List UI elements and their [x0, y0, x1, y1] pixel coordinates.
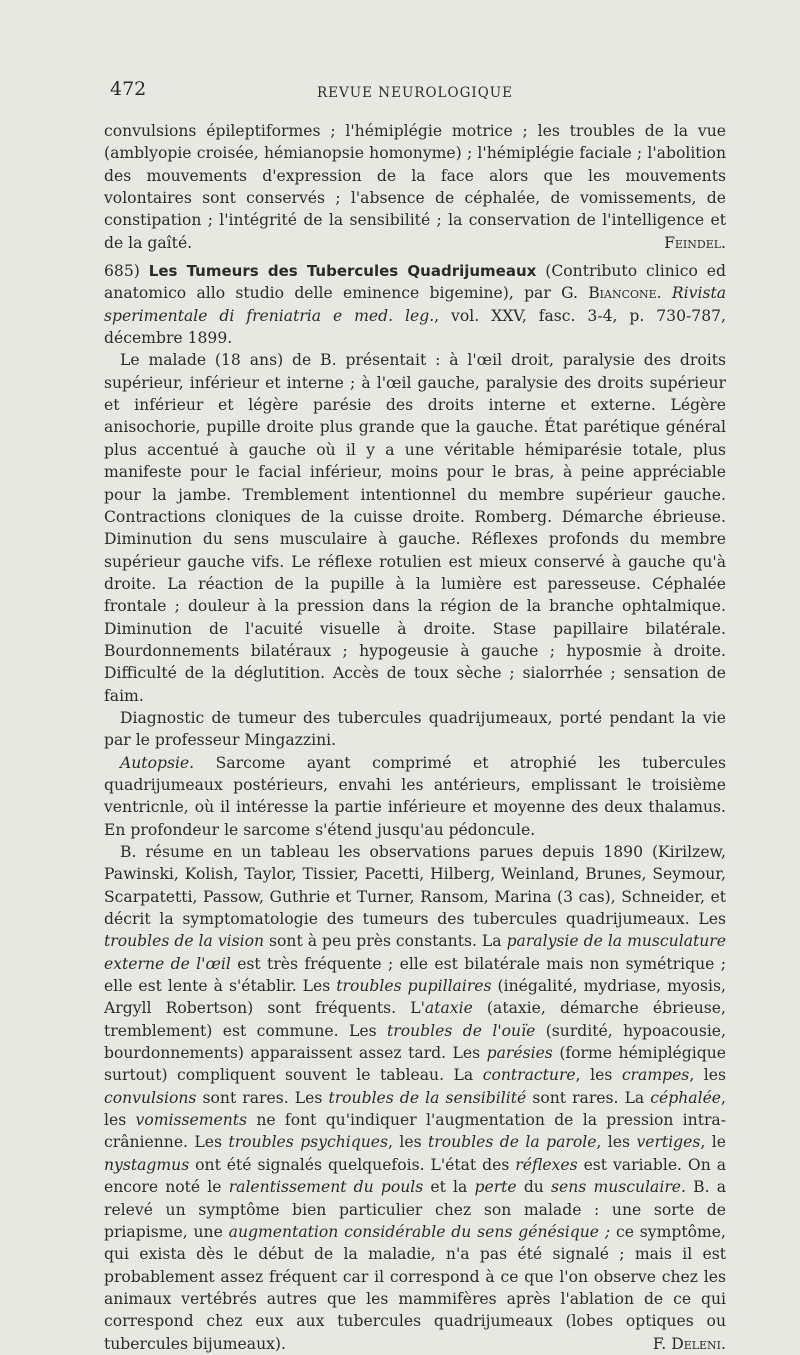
continuation-signature: Feindel. — [664, 233, 726, 252]
body-text — [104, 120, 726, 1355]
summary-segment: , les — [689, 1066, 726, 1085]
article-signature: F. Deleni. — [652, 1334, 726, 1353]
page-header — [110, 78, 720, 108]
article-number: 685) — [104, 262, 140, 281]
summary-segment: est variable. On a encore noté le — [104, 1155, 726, 1197]
summary-italic-segment: convulsions — [104, 1088, 197, 1107]
summary-segment: ont été signalés quelquefois. L'état des — [189, 1155, 516, 1174]
summary-segment: (inégalité, mydriase, myosis, Argyll Robertson) sont fréquents. L' — [104, 977, 727, 1018]
summary-italic-segment: troubles pupillaires — [336, 977, 492, 996]
summary-italic-segment: contracture — [482, 1066, 576, 1085]
summary-italic-segment: vertiges — [636, 1133, 701, 1152]
summary-segment: sont à peu près constants. La — [264, 932, 507, 951]
summary-segment: (forme hémiplégique surtout) compliquent souvent le tableau. La — [104, 1044, 727, 1085]
article-author: G. Biancone. — [561, 284, 662, 303]
summary-italic-segment: troubles de l'ouïe — [387, 1021, 536, 1040]
summary-segment: (surdité, hypoacousie, bourdonnements) apparaissent assez tard. Les — [104, 1021, 726, 1063]
article-reference: , vol. XXV, fasc. 3-4, p. 730-787, décembre 1899. — [104, 306, 726, 348]
summary-italic-segment: troubles de la sensibilité — [328, 1088, 527, 1107]
diagnosis-paragraph: Diagnostic de tumeur des tubercules quadrijumeaux, porté pendant la vie par le professeur Mingazzini. — [104, 708, 726, 750]
article-heading — [104, 260, 726, 349]
summary-segment: ne font qu'indiquer l'augmentation de la pression intra-crânienne. Les — [104, 1111, 726, 1152]
summary-italic-segment: troubles de la vision — [104, 932, 265, 951]
summary-italic-segment: paralysie de la musculature externe de l'œil — [104, 932, 726, 973]
summary-segment: est très fréquente ; elle est bilatérale mais non symétrique ; elle est lente à s'établir. Les — [104, 954, 726, 996]
summary-italic-segment: parésies — [486, 1044, 553, 1063]
summary-segment: , les — [575, 1066, 622, 1085]
summary-italic-segment: ralentissement du pouls — [228, 1178, 424, 1197]
summary-segment: B. résume en un tableau les observations parues depuis 1890 (Kirilzew, Pawinski, Kolish, Taylor, Tissier, Pacetti, Hilberg, Weinland, Brunes, Seymour, Scarpatetti, Passow, Guthrie et Turner, Ransom, Marina (3 cas), Schneider, et décrit la symptomatologie des tumeurs des tubercules quadrijumeaux. Les — [104, 843, 726, 929]
continuation-paragraph — [104, 120, 726, 254]
summary-italic-segment: vomissements — [135, 1111, 248, 1130]
running-title: REVUE NEUROLOGIQUE — [316, 85, 514, 101]
autopsy-label: Autopsie. — [120, 753, 195, 772]
summary-segment: , le — [700, 1133, 726, 1152]
case-paragraph: Le malade (18 ans) de B. présentait : à l'œil droit, paralysie des droits supérieur, inférieur et interne ; à l'œil gauche, paralysie des droits supérieur et inférieur et légère parésie des droits interne et externe. Légère anisochorie, pupille droite plus grande que la gauche. État parétique général plus accentué à gauche où il y a une véritable hémiparésie totale, plus manifeste pour le facial inférieur, moins pour le bras, à peine appréciable pour la jambe. Tremblement intentionnel du membre supérieur gauche. Contractions cloniques de la cuisse droite. Romberg. Démarche ébrieuse. Diminution du sens musculaire à gauche. Réflexes profonds du membre supérieur gauche vifs. Le réflexe rotulien est mieux conservé à gauche qu'à droite. La réaction de la pupille à la lumière est paresseuse. Céphalée frontale ; douleur à la pression dans la région de la branche ophtalmique. Diminution de l'acuité visuelle à droite. Stase papillaire bilatérale. Bourdonnements bilatéraux ; hypogeusie à gauche ; hyposmie à droite. Difficulté de la déglutition. Accès de toux sèche ; sialorrhée ; sensation de faim. — [104, 351, 726, 705]
summary-italic-segment: réflexes — [515, 1155, 578, 1174]
article-subtitle: (Contributo clinico ed anatomico allo studio delle eminence bigemine), par — [104, 262, 726, 303]
summary-italic-segment: troubles de la parole — [428, 1133, 597, 1152]
summary-italic-segment: nystagmus — [104, 1155, 190, 1174]
summary-italic-segment: troubles psychiques — [228, 1133, 389, 1152]
summary-segment: et la — [423, 1178, 475, 1197]
summary-italic-segment: sens musculaire. — [551, 1178, 686, 1197]
page-number: 472 — [110, 78, 147, 100]
summary-italic-segment: perte — [474, 1178, 517, 1197]
summary-segment: sont rares. Les — [196, 1088, 329, 1107]
summary-segment: , les — [596, 1133, 637, 1152]
autopsy-paragraph — [104, 752, 726, 841]
summary-paragraph — [104, 841, 726, 1355]
summary-italic-segment: augmentation considérable du sens génésique ; — [228, 1222, 611, 1241]
article-journal: Rivista sperimentale di freniatria e med. leg. — [104, 284, 727, 325]
summary-segment: , les — [388, 1133, 429, 1152]
summary-segment: B. a relevé un symptôme bien particulier chez son malade : une sorte de priapisme, une — [104, 1178, 726, 1241]
summary-segment: du — [516, 1178, 552, 1197]
summary-italic-segment: ataxie — [424, 999, 473, 1018]
summary-italic-segment: crampes — [621, 1066, 690, 1085]
summary-segment: sont rares. La — [526, 1088, 651, 1107]
autopsy-text: Sarcome ayant comprimé et atrophié les tubercules quadrijumeaux postérieurs, envahi les antérieurs, emplissant le troisième ventricnle, où il intéresse la partie inférieure et moyenne des deux thalamus. En profondeur le sarcome s'étend jusqu'au pédoncule. — [104, 753, 726, 839]
article-title: Les Tumeurs des Tubercules Quadrijumeaux — [148, 262, 537, 281]
summary-italic-segment: céphalée — [650, 1088, 722, 1107]
summary-segment: , les — [104, 1088, 726, 1130]
summary-segment: ce symptôme, qui exista dès le début de la maladie, n'a pas été signalé ; mais il est probablement assez fréquent car il correspond à ce que l'on observe chez les animaux vertébrés autres que les mammifères après l'ablation de ce qui correspond chez eux aux tubercules quadrijumeaux (lobes optiques ou tubercules bijumeaux). — [104, 1222, 726, 1353]
summary-segment: (ataxie, démarche ébrieuse, tremblement) est commune. Les — [104, 999, 726, 1040]
continuation-text: convulsions épileptiformes ; l'hémiplégie motrice ; les troubles de la vue (amblyopie croisée, hémianopsie homonyme) ; l'hémiplégie faciale ; l'abolition des mouvements d'expression de la face alors que les mouvements volontaires sont conservés ; l'absence de céphalée, de vomissements, de constipation ; l'intégrité de la sensibilité ; la conservation de l'intelligence et de la gaîté. — [104, 122, 726, 252]
